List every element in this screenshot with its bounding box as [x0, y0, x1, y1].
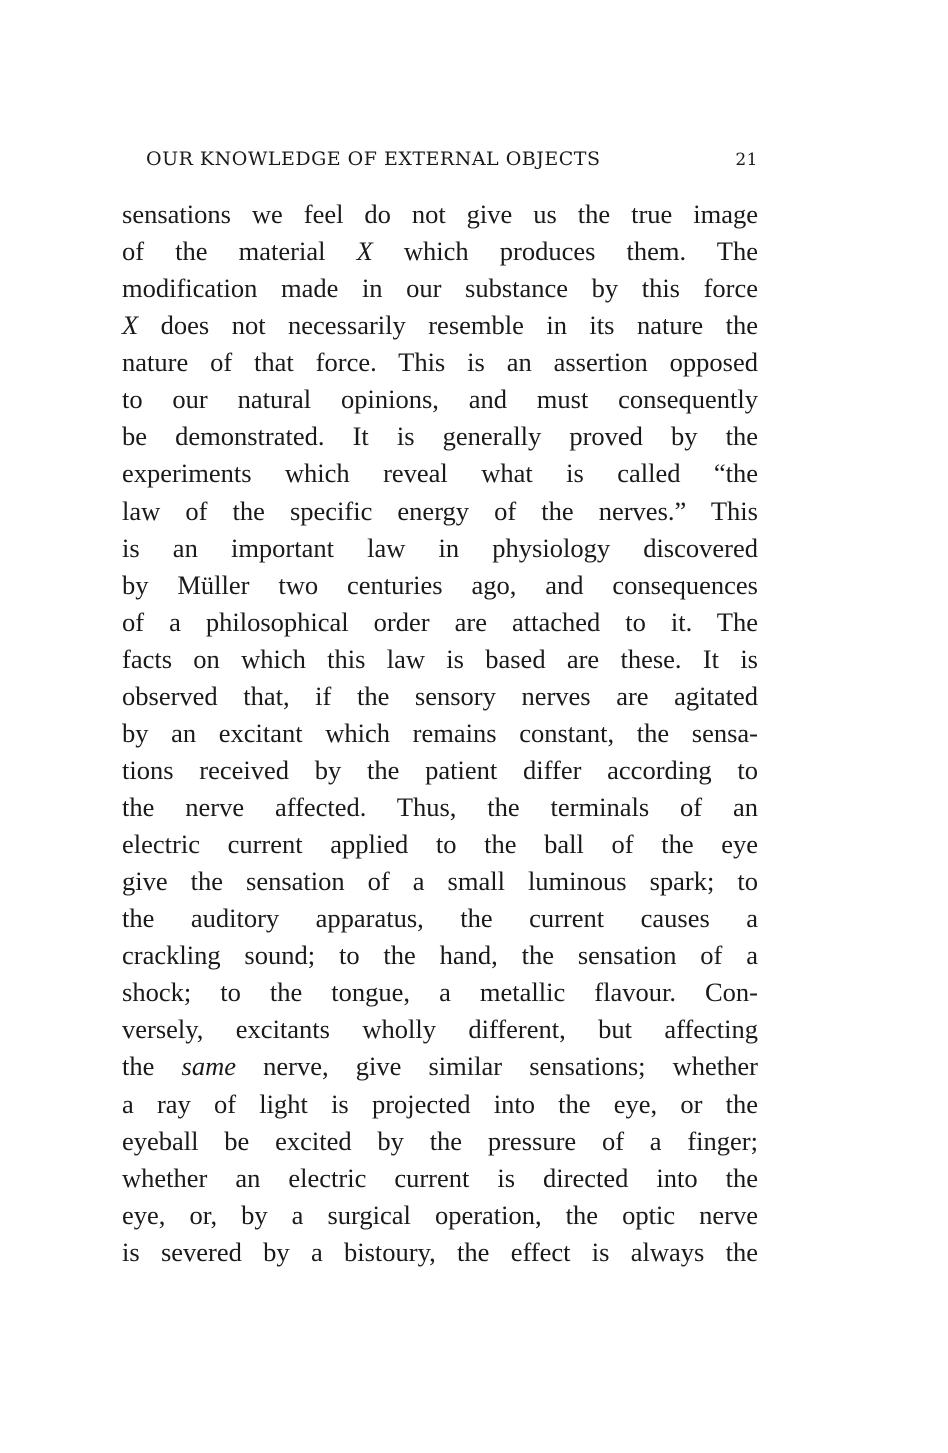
running-header [146, 148, 758, 178]
text-line: X does not necessarily resemble in its nature the [122, 310, 758, 341]
running-title: OUR KNOWLEDGE OF EXTERNAL OBJECTS [146, 148, 601, 170]
text-line: be demonstrated. It is generally proved by the [122, 421, 758, 452]
text-line: modification made in our substance by this force [122, 273, 758, 304]
text-line: is an important law in physiology discovered [122, 532, 758, 563]
text-line: to our natural opinions, and must consequently [122, 384, 758, 415]
text-line: nature of that force. This is an assertion opposed [122, 347, 758, 378]
text-line: by Müller two centuries ago, and consequences [122, 569, 758, 600]
text-line: of a philosophical order are attached to it. The [122, 606, 758, 637]
text-line: whether an electric current is directed into the [122, 1162, 758, 1193]
text-line: of the material X which produces them. The [122, 236, 758, 267]
text-line: eyeball be excited by the pressure of a finger; [122, 1125, 758, 1156]
text-line: observed that, if the sensory nerves are agitated [122, 680, 758, 711]
text-line: shock; to the tongue, a metallic flavour. Con- [122, 977, 758, 1008]
text-line: give the sensation of a small luminous spark; to [122, 866, 758, 897]
text-line: experiments which reveal what is called “the [122, 458, 758, 489]
text-line: electric current applied to the ball of the eye [122, 829, 758, 860]
text-line: a ray of light is projected into the eye, or the [122, 1088, 758, 1119]
text-line: tions received by the patient differ according to [122, 754, 758, 785]
text-line: facts on which this law is based are these. It is [122, 643, 758, 674]
text-line: the same nerve, give similar sensations; whether [122, 1051, 758, 1082]
text-line: crackling sound; to the hand, the sensation of a [122, 940, 758, 971]
text-line: the nerve affected. Thus, the terminals of an [122, 792, 758, 822]
text-line: law of the specific energy of the nerves.” This [122, 495, 758, 526]
page-number: 21 [735, 150, 758, 170]
text-line: sensations we feel do not give us the true image [122, 199, 758, 229]
text-line: the auditory apparatus, the current causes a [122, 903, 758, 934]
body-text [122, 196, 758, 1271]
text-line: by an excitant which remains constant, the sensa- [122, 717, 758, 748]
text-line: versely, excitants wholly different, but affecting [122, 1014, 758, 1045]
text-line: eye, or, by a surgical operation, the optic nerve [122, 1199, 758, 1230]
text-line: is severed by a bistoury, the effect is always the [122, 1236, 758, 1267]
